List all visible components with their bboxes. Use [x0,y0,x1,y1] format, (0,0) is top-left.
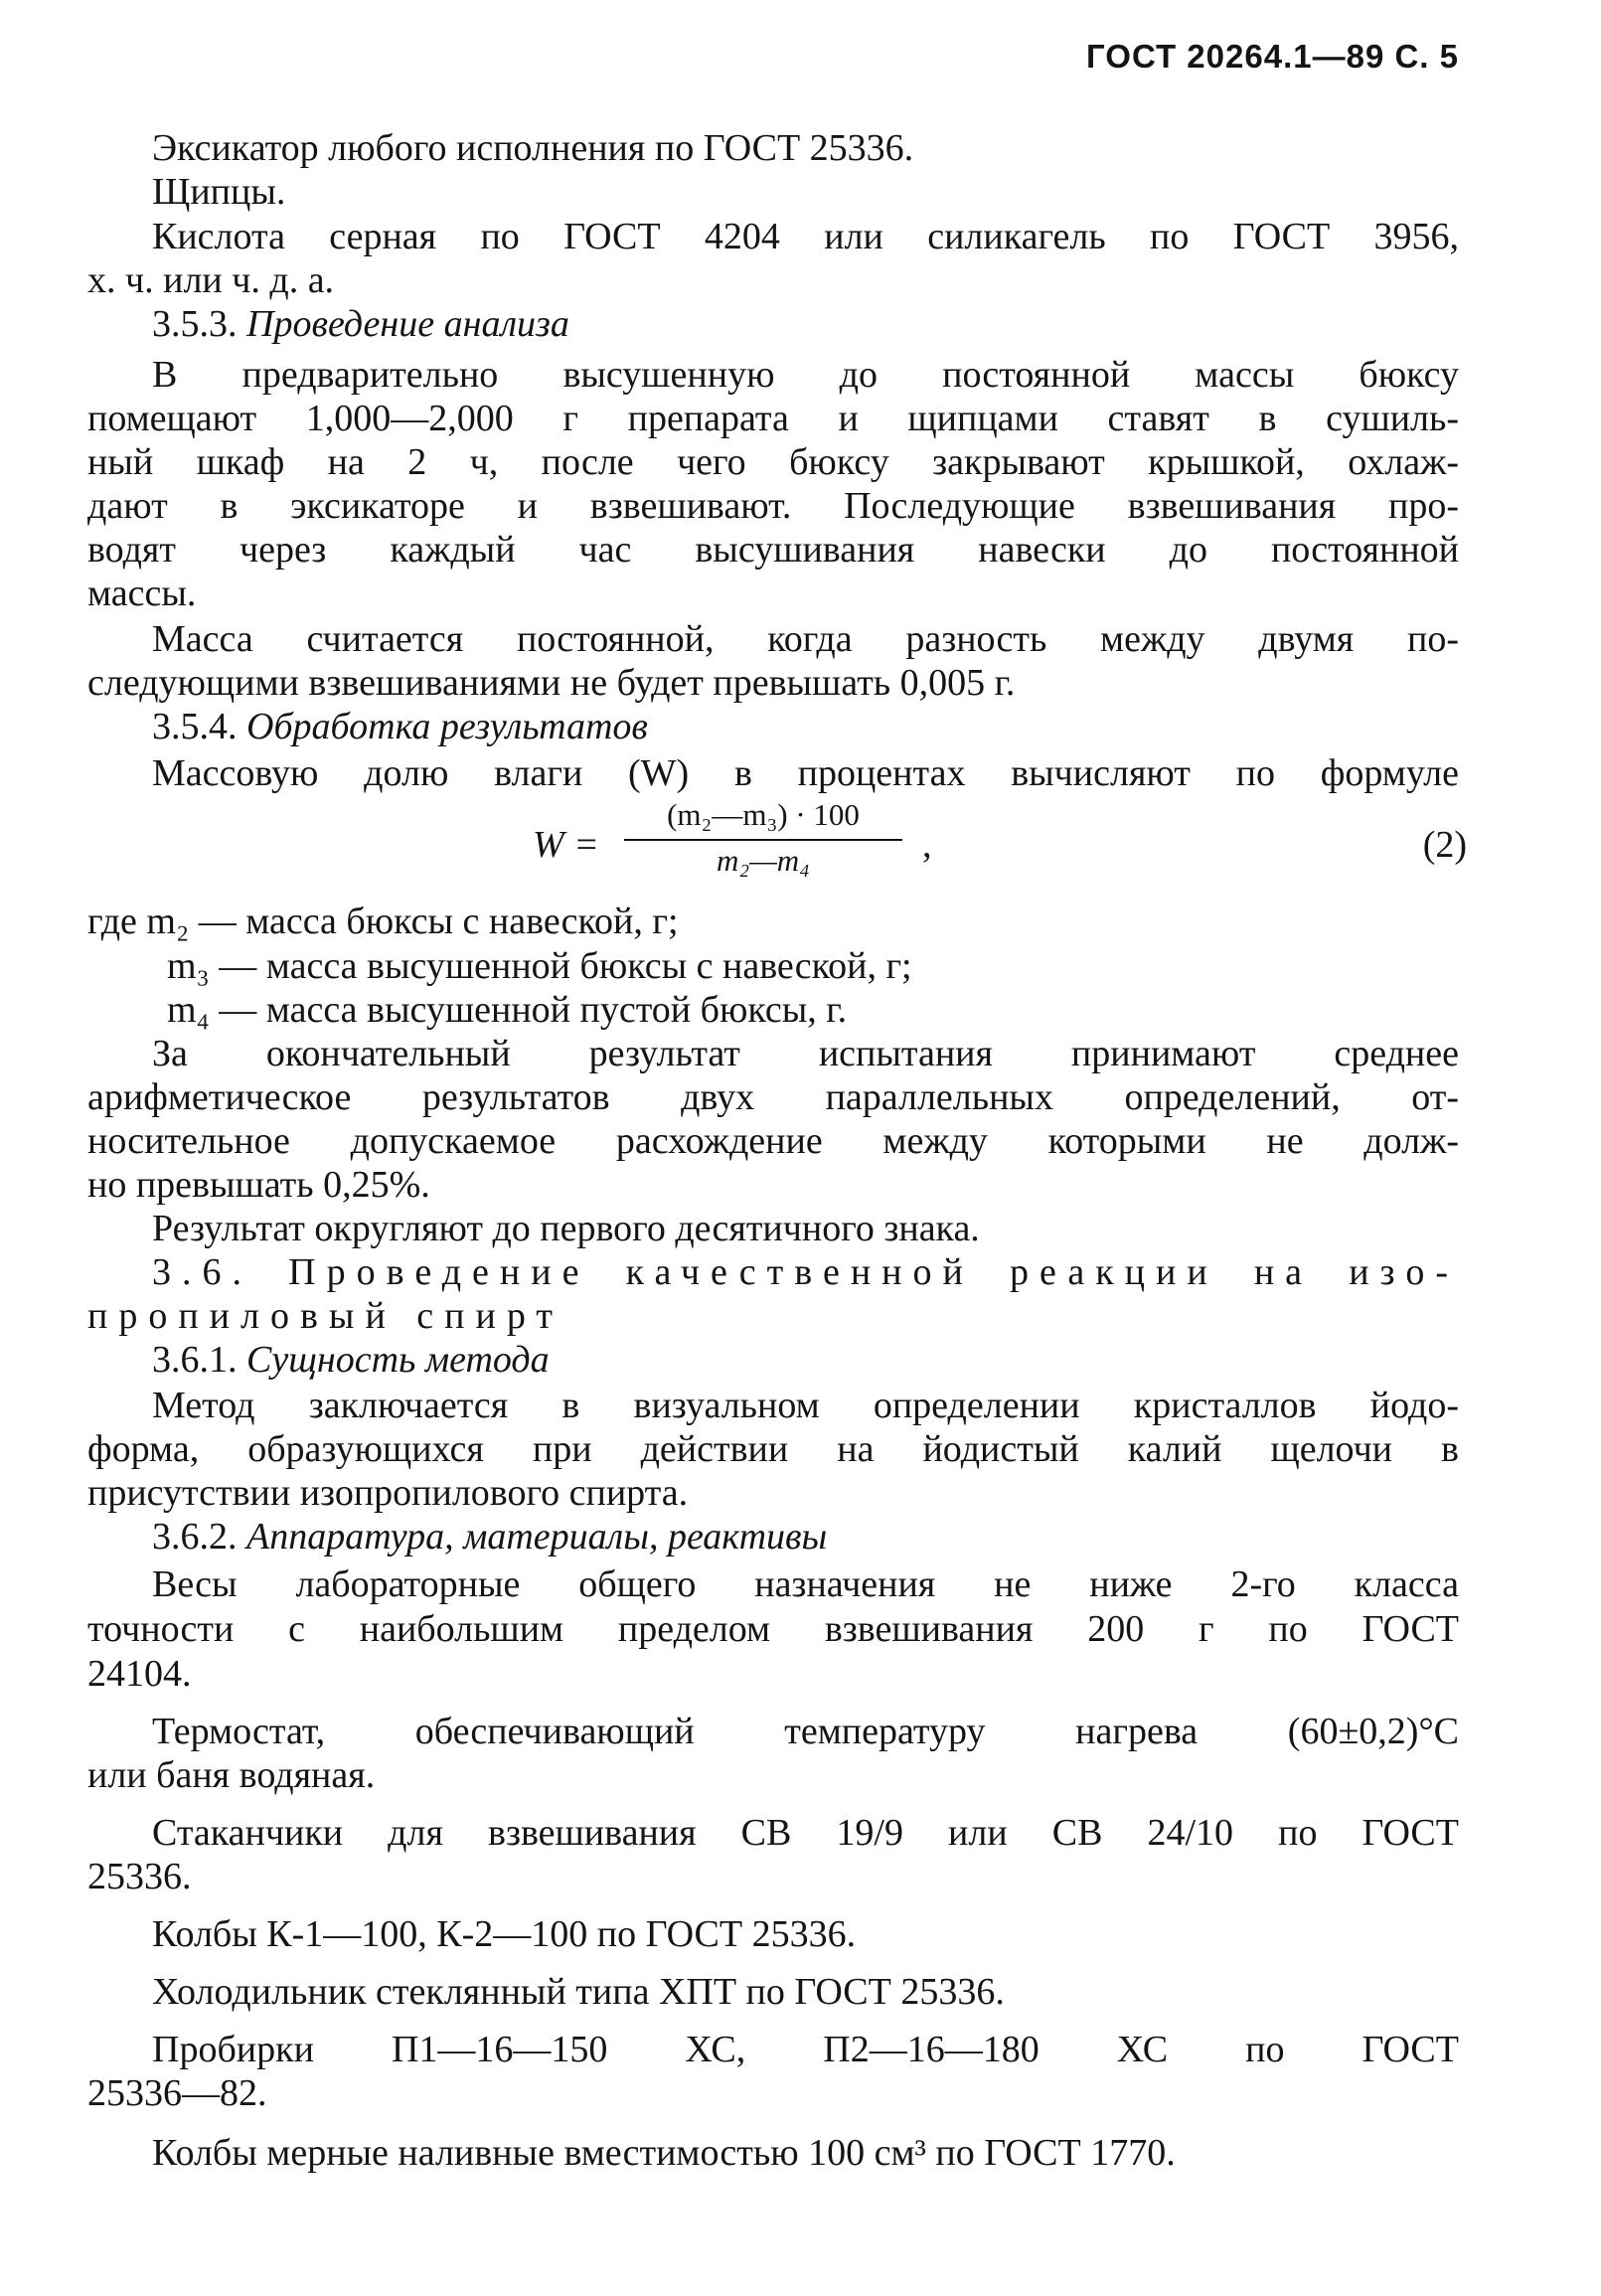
page-header: ГОСТ 20264.1—89 С. 5 [1086,38,1459,75]
text-line: Весы лабораторные общего назначения не ниже 2-го класса [152,1563,1459,1605]
text-line: Щипцы. [152,171,286,213]
where-line: m₄ — масса высушенной пустой бюксы, г. [167,989,848,1031]
text-line: 25336. [87,1856,192,1897]
section-number: 3.5.3. [152,303,238,345]
text-line: Массовую долю влаги (W) в процентах вычисляют по формуле [152,752,1459,794]
formula-fraction [614,795,912,881]
section-heading [152,1338,1459,1382]
where-line: где m₂ — масса бюксы с навеской, г; [87,901,679,942]
text-line: точности с наибольшим пределом взвешивания 200 г по ГОСТ [87,1608,1459,1650]
section-heading [152,705,1459,748]
where-line: m₃ — масса высушенной бюксы с навеской, г; [167,945,912,987]
formula-lhs: W = [533,824,599,866]
text-line: Колбы мерные наливные вместимостью 100 см³ по ГОСТ 1770. [152,2132,1176,2174]
formula-denominator: m₂—m₄ [717,843,810,878]
section-title: Обработка результатов [246,706,648,747]
text-line: арифметическое результатов двух параллельных определений, от- [87,1076,1459,1118]
section-heading: 3.6. Проведение качественной реакции на изо- [152,1251,1459,1293]
text-line: ный шкаф на 2 ч, после чего бюксу закрывают крышкой, охлаж- [87,441,1459,483]
text-line: дают в эксикаторе и взвешивают. Последующие взвешивания про- [87,485,1459,527]
text-line: Эксикатор любого исполнения по ГОСТ 25336. [152,127,914,169]
text-line: водят через каждый час высушивания навески до постоянной [87,529,1459,571]
text-line: Метод заключается в визуальном определении кристаллов йодо- [152,1385,1459,1426]
text-line: Пробирки П1—16—150 ХС, П2—16—180 ХС по ГОСТ [152,2029,1459,2070]
text-line: присутствии изопропилового спирта. [87,1472,689,1514]
equation-number: (2) [1422,824,1467,866]
text-line: Колбы К-1—100, К-2—100 по ГОСТ 25336. [152,1913,857,1955]
text-line: 25336—82. [87,2072,267,2114]
text-line: но превышать 0,25%. [87,1164,430,1206]
text-line: 24104. [87,1653,192,1695]
formula-numerator: (m₂—m₃) · 100 [667,797,860,832]
text-line: Стаканчики для взвешивания СВ 19/9 или СВ 24/10 по ГОСТ [152,1812,1459,1854]
text-line: носительное допускаемое расхождение между которыми не долж- [87,1120,1459,1162]
section-number: 3.6.2. [152,1516,238,1558]
section-title: Сущность метода [246,1339,550,1381]
section-heading: пропиловый спирт [87,1295,563,1337]
text-line: помещают 1,000—2,000 г препарата и щипцами ставят в сушиль- [87,398,1459,439]
text-line: форма, образующихся при действии на йодистый калий щелочи в [87,1428,1459,1470]
text-line: х. ч. или ч. д. а. [87,259,335,301]
text-line: За окончательный результат испытания принимают среднее [152,1033,1459,1074]
formula [533,795,1467,895]
text-line: Результат округляют до первого десятичного знака. [152,1208,980,1249]
formula-comma: , [922,824,932,866]
section-heading [152,302,1459,346]
section-title: Проведение анализа [246,303,569,345]
text-line: следующими взвешиваниями не будет превышать 0,005 г. [87,662,1016,704]
section-heading [152,1515,1459,1558]
section-number: 3.5.4. [152,706,238,747]
text-line: Масса считается постоянной, когда разность между двумя по- [152,618,1459,660]
section-number: 3.6.1. [152,1339,238,1381]
text-line: массы. [87,573,197,614]
text-line: В предварительно высушенную до постоянной массы бюксу [152,354,1459,396]
section-title: Аппаратура, материалы, реактивы [246,1516,828,1558]
text-line: Термостат, обеспечивающий температуру нагрева (60±0,2)°С [152,1711,1459,1752]
text-line: или баня водяная. [87,1754,376,1796]
text-line: Холодильник стеклянный типа ХПТ по ГОСТ 25336. [152,1971,1005,2013]
text-line: Кислота серная по ГОСТ 4204 или силикагель по ГОСТ 3956, [152,216,1459,257]
